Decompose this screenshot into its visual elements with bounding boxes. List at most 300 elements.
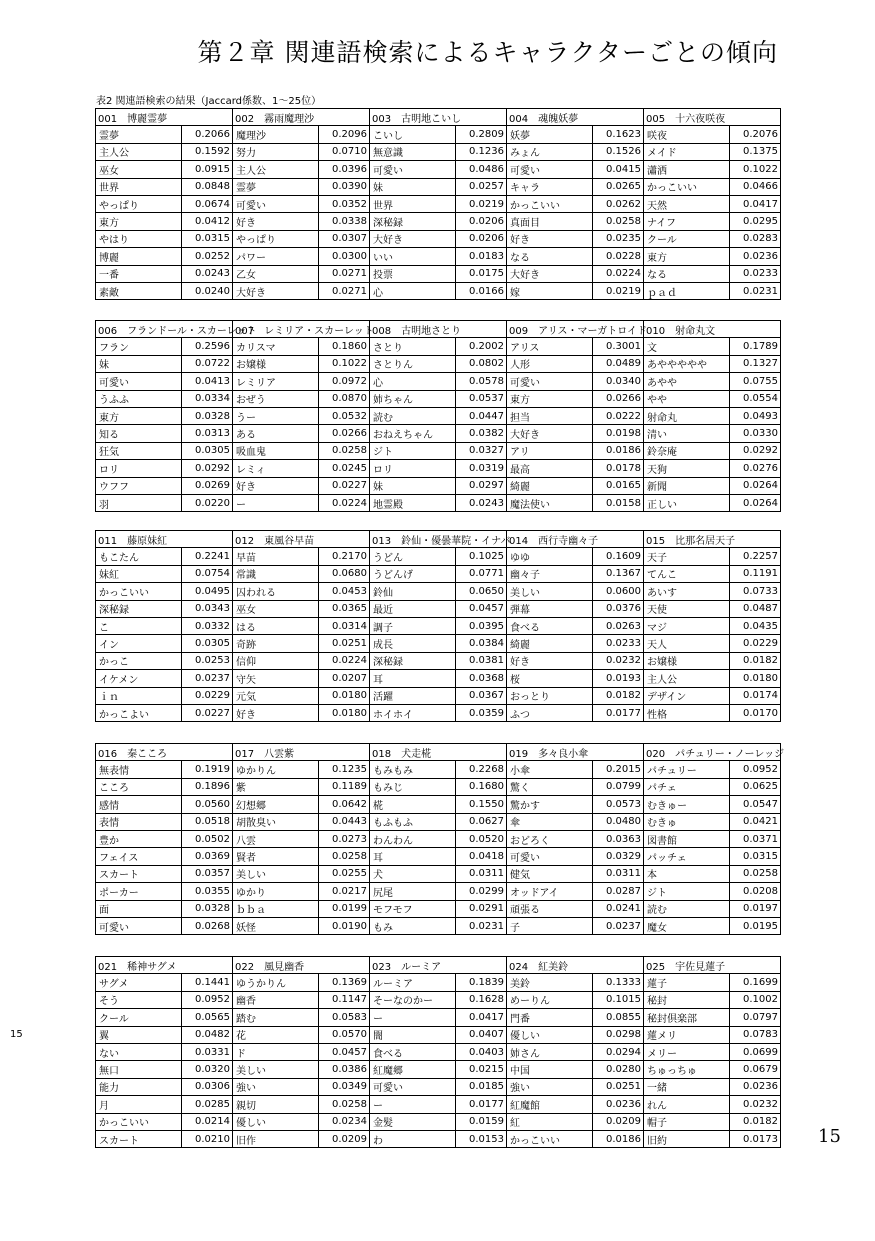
related-word: 秘封 [644, 991, 730, 1008]
jaccard-value: 0.0306 [182, 1078, 233, 1095]
jaccard-value: 0.1839 [456, 974, 507, 991]
related-word: 妖怪 [233, 917, 319, 934]
related-word: ふつ [507, 704, 593, 721]
related-word: 好き [233, 213, 319, 230]
jaccard-value: 0.1327 [730, 355, 781, 372]
jaccard-value: 0.0265 [593, 178, 644, 195]
character-header: 018 犬走椛 [370, 744, 507, 761]
related-word: ジト [370, 442, 456, 459]
jaccard-value: 0.1333 [593, 974, 644, 991]
jaccard-value: 0.0368 [456, 670, 507, 687]
jaccard-value: 0.0674 [182, 195, 233, 212]
related-word: アリ [507, 442, 593, 459]
related-word: メイド [644, 143, 730, 160]
jaccard-value: 0.0285 [182, 1096, 233, 1113]
jaccard-value: 0.0363 [593, 830, 644, 847]
related-word: 幽々子 [507, 565, 593, 582]
jaccard-value: 0.0291 [456, 900, 507, 917]
jaccard-value: 0.1896 [182, 778, 233, 795]
jaccard-value: 0.0227 [182, 704, 233, 721]
jaccard-value: 0.0292 [730, 442, 781, 459]
related-word: ロリ [370, 460, 456, 477]
related-word: 大好き [370, 230, 456, 247]
jaccard-value: 0.1623 [593, 126, 644, 143]
related-word: オッドアイ [507, 883, 593, 900]
related-word: 親切 [233, 1096, 319, 1113]
jaccard-value: 0.0173 [730, 1130, 781, 1147]
jaccard-value: 0.0229 [182, 687, 233, 704]
jaccard-value: 0.1592 [182, 143, 233, 160]
related-word: 巫女 [233, 600, 319, 617]
related-word: 蓮子 [644, 974, 730, 991]
related-word: 闇 [370, 1026, 456, 1043]
jaccard-value: 0.1789 [730, 338, 781, 355]
related-word: 月 [96, 1096, 182, 1113]
related-word: こ [96, 617, 182, 634]
jaccard-value: 0.0330 [730, 425, 781, 442]
jaccard-value: 0.0251 [319, 635, 370, 652]
jaccard-value: 0.0384 [456, 635, 507, 652]
jaccard-value: 0.0952 [730, 761, 781, 778]
jaccard-value: 0.0236 [730, 1078, 781, 1095]
related-word: もふもふ [370, 813, 456, 830]
related-word: 旧約 [644, 1130, 730, 1147]
related-word: 図書館 [644, 830, 730, 847]
related-word: 感情 [96, 796, 182, 813]
jaccard-value: 0.0680 [319, 565, 370, 582]
table-row [96, 390, 781, 407]
related-word: こいし [370, 126, 456, 143]
related-word: レミリア [233, 373, 319, 390]
related-word: 面 [96, 900, 182, 917]
character-header: 021 稀神サグメ [96, 957, 233, 974]
related-word: かっこいい [96, 1113, 182, 1130]
related-word: 妹紅 [96, 565, 182, 582]
character-table-group [95, 108, 781, 300]
related-word: おどろく [507, 830, 593, 847]
related-word: 担当 [507, 407, 593, 424]
related-word: モフモフ [370, 900, 456, 917]
related-word: 正しい [644, 494, 730, 511]
jaccard-value: 0.1147 [319, 991, 370, 1008]
related-word: 好き [233, 477, 319, 494]
character-header: 008 古明地さとり [370, 321, 507, 338]
jaccard-value: 0.1191 [730, 565, 781, 582]
related-word: 読む [644, 900, 730, 917]
jaccard-value: 0.0305 [182, 442, 233, 459]
jaccard-value: 0.0403 [456, 1043, 507, 1060]
table-row [96, 178, 781, 195]
jaccard-value: 0.0237 [182, 670, 233, 687]
related-word: おねえちゃん [370, 425, 456, 442]
related-word: もみじ [370, 778, 456, 795]
related-word: 文 [644, 338, 730, 355]
jaccard-value: 0.0207 [319, 670, 370, 687]
table-row [96, 373, 781, 390]
related-word: ゆかりん [233, 761, 319, 778]
character-header: 023 ルーミア [370, 957, 507, 974]
jaccard-value: 0.0952 [182, 991, 233, 1008]
jaccard-value: 0.0193 [593, 670, 644, 687]
related-word: 深秘録 [370, 652, 456, 669]
jaccard-value: 0.0447 [456, 407, 507, 424]
related-word: 魔理沙 [233, 126, 319, 143]
related-word: 嫁 [507, 282, 593, 299]
character-header: 009 アリス・マーガトロイド [507, 321, 644, 338]
related-word: 咲夜 [644, 126, 730, 143]
related-word: 美鈴 [507, 974, 593, 991]
related-word: マジ [644, 617, 730, 634]
jaccard-value: 0.0848 [182, 178, 233, 195]
table-row [96, 460, 781, 477]
related-word: 好き [507, 652, 593, 669]
jaccard-value: 0.0547 [730, 796, 781, 813]
related-word: なる [507, 248, 593, 265]
jaccard-value: 0.2170 [319, 548, 370, 565]
related-word: 可愛い [96, 373, 182, 390]
jaccard-value: 0.0237 [593, 917, 644, 934]
related-word: アリス [507, 338, 593, 355]
related-word: 瀟洒 [644, 161, 730, 178]
jaccard-value: 0.0228 [593, 248, 644, 265]
related-word: 世界 [370, 195, 456, 212]
jaccard-value: 0.0224 [319, 494, 370, 511]
table-row [96, 652, 781, 669]
related-word: 吸血鬼 [233, 442, 319, 459]
jaccard-value: 0.0287 [593, 883, 644, 900]
related-word: 乙女 [233, 265, 319, 282]
jaccard-value: 0.0258 [319, 442, 370, 459]
jaccard-value: 0.0733 [730, 583, 781, 600]
table-row [96, 1026, 781, 1043]
jaccard-value: 0.0855 [593, 1009, 644, 1026]
jaccard-value: 0.0369 [182, 848, 233, 865]
related-word: むきゅー [644, 796, 730, 813]
character-table-group [95, 320, 781, 512]
related-word: かっこいい [644, 178, 730, 195]
table-row [96, 1009, 781, 1026]
jaccard-value: 0.0186 [593, 1130, 644, 1147]
jaccard-value: 0.0367 [456, 687, 507, 704]
jaccard-value: 0.0386 [319, 1061, 370, 1078]
related-word: 最高 [507, 460, 593, 477]
table-row [96, 565, 781, 582]
related-word: 東方 [507, 390, 593, 407]
jaccard-value: 0.0315 [730, 848, 781, 865]
jaccard-value: 0.0314 [319, 617, 370, 634]
jaccard-value: 0.1699 [730, 974, 781, 991]
character-header: 004 魂魄妖夢 [507, 109, 644, 126]
related-word: 驚かす [507, 796, 593, 813]
jaccard-value: 0.0217 [319, 883, 370, 900]
jaccard-value: 0.1236 [456, 143, 507, 160]
table-row [96, 161, 781, 178]
jaccard-value: 0.2257 [730, 548, 781, 565]
jaccard-value: 0.0271 [319, 282, 370, 299]
jaccard-value: 0.0343 [182, 600, 233, 617]
jaccard-value: 0.0232 [730, 1096, 781, 1113]
related-word: 天然 [644, 195, 730, 212]
related-word: 読む [370, 407, 456, 424]
character-header: 012 東風谷早苗 [233, 531, 370, 548]
jaccard-value: 0.0240 [182, 282, 233, 299]
table-row [96, 548, 781, 565]
jaccard-value: 0.0565 [182, 1009, 233, 1026]
related-word: ｉｎ [96, 687, 182, 704]
related-word: 傘 [507, 813, 593, 830]
related-word: フェイス [96, 848, 182, 865]
related-word: もこたん [96, 548, 182, 565]
related-word: ホイホイ [370, 704, 456, 721]
table-row [96, 687, 781, 704]
character-header: 011 藤原妹紅 [96, 531, 233, 548]
related-word: かっこいい [507, 195, 593, 212]
jaccard-value: 0.0415 [593, 161, 644, 178]
table-row [96, 126, 781, 143]
jaccard-value: 0.0159 [456, 1113, 507, 1130]
related-word: 八雲 [233, 830, 319, 847]
related-word: ゆうかりん [233, 974, 319, 991]
table-row [96, 991, 781, 1008]
character-header: 016 秦こころ [96, 744, 233, 761]
jaccard-value: 0.0268 [182, 917, 233, 934]
jaccard-value: 0.1022 [730, 161, 781, 178]
related-word: 東方 [96, 407, 182, 424]
character-header: 007 レミリア・スカーレット [233, 321, 370, 338]
jaccard-value: 0.0320 [182, 1061, 233, 1078]
jaccard-value: 0.1375 [730, 143, 781, 160]
related-word: 姉ちゃん [370, 390, 456, 407]
jaccard-value: 0.0180 [319, 687, 370, 704]
jaccard-value: 0.0273 [319, 830, 370, 847]
related-word: デザイン [644, 687, 730, 704]
table-row [96, 865, 781, 882]
jaccard-value: 0.0233 [593, 635, 644, 652]
related-word: そう [96, 991, 182, 1008]
jaccard-value: 0.0243 [456, 494, 507, 511]
related-word: 帽子 [644, 1113, 730, 1130]
table-row [96, 425, 781, 442]
table-row [96, 796, 781, 813]
related-word: 小傘 [507, 761, 593, 778]
jaccard-value: 0.0190 [319, 917, 370, 934]
related-word: 紅魔郷 [370, 1061, 456, 1078]
jaccard-value: 0.0570 [319, 1026, 370, 1043]
related-word: いい [370, 248, 456, 265]
related-word: 子 [507, 917, 593, 934]
jaccard-value: 0.0183 [456, 248, 507, 265]
jaccard-value: 0.0755 [730, 373, 781, 390]
related-word: 天人 [644, 635, 730, 652]
related-word: 鈴仙 [370, 583, 456, 600]
page-title: 第２章 関連語検索によるキャラクターごとの傾向 [197, 38, 778, 67]
character-header: 024 紅美鈴 [507, 957, 644, 974]
jaccard-value: 0.0243 [182, 265, 233, 282]
jaccard-value: 0.0435 [730, 617, 781, 634]
jaccard-value: 0.0359 [456, 704, 507, 721]
jaccard-value: 0.0210 [182, 1130, 233, 1147]
related-word: 可愛い [370, 161, 456, 178]
related-word: 可愛い [507, 373, 593, 390]
related-word: 大好き [507, 265, 593, 282]
table-row [96, 900, 781, 917]
related-word: 可愛い [233, 195, 319, 212]
character-header: 015 比那名居天子 [644, 531, 781, 548]
related-word: ない [96, 1043, 182, 1060]
jaccard-value: 0.1628 [456, 991, 507, 1008]
jaccard-value: 0.0241 [593, 900, 644, 917]
table-row [96, 442, 781, 459]
jaccard-value: 0.0802 [456, 355, 507, 372]
jaccard-value: 0.0457 [456, 600, 507, 617]
related-word: 羽 [96, 494, 182, 511]
related-word: 驚く [507, 778, 593, 795]
jaccard-value: 0.0219 [456, 195, 507, 212]
jaccard-value: 0.0334 [182, 390, 233, 407]
jaccard-value: 0.0395 [456, 617, 507, 634]
jaccard-value: 0.0573 [593, 796, 644, 813]
related-word: 健気 [507, 865, 593, 882]
related-word: おぜう [233, 390, 319, 407]
table-row [96, 761, 781, 778]
jaccard-value: 0.2066 [182, 126, 233, 143]
related-word: レミィ [233, 460, 319, 477]
jaccard-value: 0.0453 [319, 583, 370, 600]
related-word: 無口 [96, 1061, 182, 1078]
related-word: イケメン [96, 670, 182, 687]
related-word: 美しい [507, 583, 593, 600]
related-word: 一緒 [644, 1078, 730, 1095]
table-row [96, 670, 781, 687]
jaccard-value: 0.0276 [730, 460, 781, 477]
related-word: 常識 [233, 565, 319, 582]
jaccard-value: 0.0292 [182, 460, 233, 477]
jaccard-value: 0.0269 [182, 477, 233, 494]
related-word: ウフフ [96, 477, 182, 494]
related-word: むきゅ [644, 813, 730, 830]
character-header: 022 風見幽香 [233, 957, 370, 974]
jaccard-value: 0.0307 [319, 230, 370, 247]
table-row [96, 1078, 781, 1095]
related-word: 天子 [644, 548, 730, 565]
related-word: 弾幕 [507, 600, 593, 617]
related-word: 射命丸 [644, 407, 730, 424]
jaccard-value: 0.0642 [319, 796, 370, 813]
jaccard-value: 0.0245 [319, 460, 370, 477]
jaccard-value: 0.0180 [730, 670, 781, 687]
related-word: 性格 [644, 704, 730, 721]
jaccard-value: 0.0371 [730, 830, 781, 847]
related-word: 知る [96, 425, 182, 442]
related-word: 博麗 [96, 248, 182, 265]
jaccard-value: 0.0177 [456, 1096, 507, 1113]
jaccard-value: 0.0412 [182, 213, 233, 230]
related-word: ド [233, 1043, 319, 1060]
related-word: メリー [644, 1043, 730, 1060]
table-row [96, 477, 781, 494]
related-word: めーりん [507, 991, 593, 1008]
jaccard-value: 0.0222 [593, 407, 644, 424]
related-word: ナイフ [644, 213, 730, 230]
jaccard-value: 0.2076 [730, 126, 781, 143]
jaccard-value: 0.0710 [319, 143, 370, 160]
jaccard-value: 0.0234 [319, 1113, 370, 1130]
related-word: ー [370, 1096, 456, 1113]
related-word: 紅 [507, 1113, 593, 1130]
jaccard-value: 0.0417 [730, 195, 781, 212]
related-word: イン [96, 635, 182, 652]
character-header: 014 西行寺幽々子 [507, 531, 644, 548]
jaccard-value: 0.0376 [593, 600, 644, 617]
jaccard-value: 0.0699 [730, 1043, 781, 1060]
jaccard-value: 0.0253 [182, 652, 233, 669]
related-word: 清い [644, 425, 730, 442]
related-word: 桜 [507, 670, 593, 687]
related-word: 好き [507, 230, 593, 247]
related-word: 守矢 [233, 670, 319, 687]
jaccard-value: 0.1025 [456, 548, 507, 565]
jaccard-value: 0.0771 [456, 565, 507, 582]
jaccard-value: 0.1919 [182, 761, 233, 778]
related-word: わ [370, 1130, 456, 1147]
related-word: 食べる [370, 1043, 456, 1060]
related-word: 狂気 [96, 442, 182, 459]
table-row [96, 1130, 781, 1147]
character-header: 013 鈴仙・優曇華院・イナバ [370, 531, 507, 548]
table-header-row [96, 957, 781, 974]
table-row [96, 265, 781, 282]
table-row [96, 494, 781, 511]
jaccard-value: 0.1680 [456, 778, 507, 795]
table-row [96, 338, 781, 355]
jaccard-value: 0.0407 [456, 1026, 507, 1043]
character-header: 017 八雲紫 [233, 744, 370, 761]
jaccard-value: 0.0600 [593, 583, 644, 600]
related-word: 綺麗 [507, 477, 593, 494]
jaccard-value: 0.0413 [182, 373, 233, 390]
jaccard-value: 0.0251 [593, 1078, 644, 1095]
jaccard-value: 0.0313 [182, 425, 233, 442]
jaccard-value: 0.0174 [730, 687, 781, 704]
related-word: こころ [96, 778, 182, 795]
jaccard-value: 0.2809 [456, 126, 507, 143]
jaccard-value: 0.0583 [319, 1009, 370, 1026]
related-word: 可愛い [507, 161, 593, 178]
jaccard-value: 0.1526 [593, 143, 644, 160]
related-word: 綺麗 [507, 635, 593, 652]
jaccard-value: 0.0258 [319, 848, 370, 865]
jaccard-value: 0.0180 [319, 704, 370, 721]
jaccard-value: 0.0418 [456, 848, 507, 865]
related-word: さとり [370, 338, 456, 355]
jaccard-value: 0.0532 [319, 407, 370, 424]
related-word: 主人公 [233, 161, 319, 178]
jaccard-value: 0.0214 [182, 1113, 233, 1130]
jaccard-value: 0.0219 [593, 282, 644, 299]
jaccard-value: 0.0178 [593, 460, 644, 477]
table-row [96, 704, 781, 721]
jaccard-value: 0.0197 [730, 900, 781, 917]
related-word: 美しい [233, 865, 319, 882]
table-row [96, 813, 781, 830]
related-word: 蓮メリ [644, 1026, 730, 1043]
related-word: 可愛い [507, 848, 593, 865]
related-word: 翼 [96, 1026, 182, 1043]
jaccard-value: 0.0328 [182, 900, 233, 917]
jaccard-value: 0.0443 [319, 813, 370, 830]
character-header: 019 多々良小傘 [507, 744, 644, 761]
related-word: やっぱり [233, 230, 319, 247]
